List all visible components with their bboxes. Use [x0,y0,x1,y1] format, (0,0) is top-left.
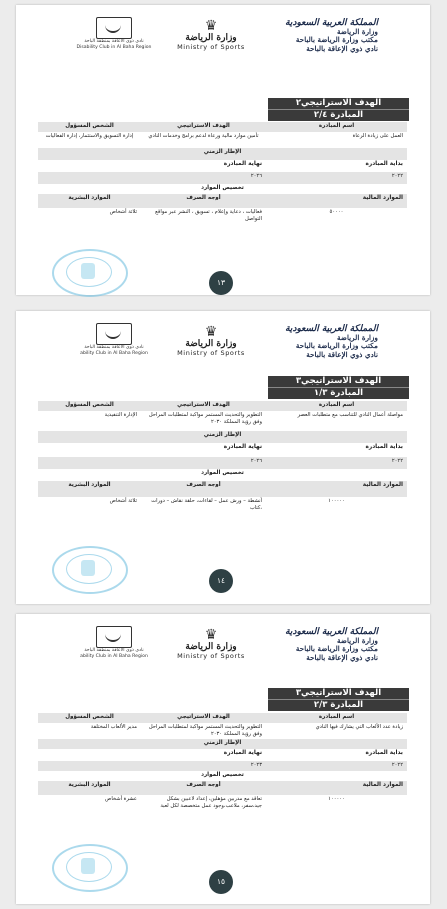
human-label: الموارد البشرية [68,482,111,488]
human-value: ثلاثة أشخاص [109,209,137,215]
human-label: الموارد البشرية [68,782,111,788]
end-value: ٢٠٢٣ [250,762,262,768]
financial-label: الموارد المالية [362,195,403,201]
kingdom-name: المملكة العربية السعودية [285,18,378,28]
letterhead [16,614,430,674]
goal-title: الهدف الاستراتيجي٢ [268,98,409,110]
table-row [38,208,407,228]
timeframe-label: الإطار الزمني [203,432,242,438]
club-line: نادي ذوي الإعاقة بالباحة [306,43,378,53]
resources-label: تخصيص الموارد [201,772,244,778]
official-stamp [52,249,128,297]
spending-value: فعاليات ، دعاية وإعلام ، تسويق ، النشر عبر مواقع التواصل [155,209,262,222]
col-initiative-name: اسم المبادرة [318,123,355,129]
spending-label: أوجه الصرف [186,482,221,488]
responsible-value: إدارة التسويق والاستثمار، إدارة الفعاليات [45,133,134,139]
emblem-icon: ♛ [204,18,218,34]
club-logo [70,17,158,50]
letterhead-arabic-title [258,628,378,662]
club-logo [70,323,158,356]
document-page-3 [16,614,430,904]
table-row [38,411,407,431]
start-value: ٢٠٢٢ [391,458,403,464]
timeframe-label: الإطار الزمني [203,149,242,155]
document-page-1 [16,5,430,295]
club-line: نادي ذوي الإعاقة بالباحة [306,652,378,662]
ministry-arabic: وزارة الرياضة [185,339,237,349]
end-value: ٢٠٢٦ [250,458,262,464]
col-responsible: الشخص المسؤول [65,123,114,129]
ministry-logo [166,19,256,51]
official-stamp [52,844,128,892]
responsible-value: مدير الألعاب المختلفة [90,724,137,730]
goal-value: التطوير والتحديث المستمر مواكبة لمتطلبات المراحل وفق رؤية المملكة ٢٠٣٠ [148,724,262,737]
human-label: الموارد البشرية [68,195,111,201]
goal-value: التطوير والتحديث المستمر مواكبة لمتطلبات المراحل وفق رؤية المملكة ٢٠٣٠ [148,412,262,425]
table-header-row [38,122,407,132]
goal-header-bar [268,688,409,711]
spending-value: أنشطة – ورش عمل – لقاءات، حلقة نقاش – دورات ،كتاب [151,498,262,511]
end-label: نهاية المبادرة [223,444,262,450]
col-responsible: الشخص المسؤول [65,402,114,408]
page-number: ١٥ [209,870,233,894]
table-row [38,723,407,739]
timeframe-row [38,431,407,443]
club-logo-english: Disability Club in Al Baha Region [76,44,152,50]
financial-label: الموارد المالية [362,782,403,788]
ministry-english: Ministry of Sports [177,652,245,660]
official-stamp [52,546,128,594]
spending-value: تعاقد مع مدربين مؤهلين، إعداد لاعبين بشكل جيد،سفر، ملاعب،وجود عمل متخصصة لكل لعبة [160,796,262,809]
spending-label: أوجه الصرف [186,782,221,788]
emblem-icon: ♛ [204,627,218,643]
col-initiative-name: اسم المبادرة [318,714,355,720]
table-row [38,795,407,815]
initiative-table [38,401,407,517]
page-number: ١٤ [209,569,233,593]
table-header-row [38,713,407,723]
resources-row [38,184,407,194]
club-logo [70,626,158,659]
resources-label: تخصيص الموارد [201,470,244,476]
ministry-logo [166,628,256,660]
ministry-logo [166,325,256,357]
table-row [38,132,407,148]
col-initiative-name: اسم المبادرة [318,402,355,408]
goal-header-bar [268,98,409,121]
financial-value: ٥٠٠٠٠ [329,209,344,215]
ministry-english: Ministry of Sports [177,349,245,357]
start-label: بداية المبادرة [365,161,403,167]
col-strategic-goal: الهدف الاستراتيجي [177,402,230,408]
initiative-table [38,122,407,228]
kingdom-name: المملكة العربية السعودية [285,627,378,637]
ministry-line: وزارة الرياضة [337,635,378,645]
financial-value: ١٠٠٠٠٠ [328,498,345,504]
resources-row [38,469,407,481]
initiative-value: مواصلة أعمال النادي للتناسب مع متطلبات العصر [297,412,403,418]
goal-value: تأمين موارد مالية ورعاة لدعم برامج وخدمات النادي [148,133,259,139]
end-label: نهاية المبادرة [223,750,262,756]
spending-label: أوجه الصرف [186,195,221,201]
club-logo-arabic: نادي ذوي الاعاقة بمنطقة الباحة [84,39,144,44]
initiative-value: زيادة عدد الألعاب التي يشارك فيها النادي [315,724,403,730]
start-value: ٢٠٢٢ [391,173,403,179]
ministry-line: وزارة الرياضة [337,26,378,36]
ministry-line: وزارة الرياضة [337,332,378,342]
table-header-row [38,401,407,411]
club-logo-english: ability Club in Al Baha Region [80,350,148,356]
initiative-number: المبادرة ٢/٤ [313,110,364,120]
timeframe-row [38,148,407,160]
club-badge-icon [96,323,132,345]
letterhead-arabic-title [258,19,378,53]
table-row [38,194,407,208]
letterhead-arabic-title [258,325,378,359]
resources-row [38,771,407,781]
initiative-number: المبادرة ٢/٣ [313,700,364,710]
responsible-value: الإدارة التنفيذية [104,412,137,418]
ministry-arabic: وزارة الرياضة [185,642,237,652]
document-page-2 [16,311,430,604]
ministry-english: Ministry of Sports [177,43,245,51]
goal-title: الهدف الاستراتيجي٣ [268,376,409,388]
start-label: بداية المبادرة [365,750,403,756]
col-responsible: الشخص المسؤول [65,714,114,720]
table-row [38,481,407,497]
table-row [38,497,407,517]
emblem-icon: ♛ [204,324,218,340]
initiative-value: العمل على زيادة الرعاة [352,133,403,139]
table-row [38,781,407,795]
start-value: ٢٠٢٢ [391,762,403,768]
table-row [38,172,407,184]
human-value: ثلاثة أشخاص [109,498,137,504]
timeframe-label: الإطار الزمني [203,740,242,746]
table-row [38,443,407,457]
club-logo-english: ability Club in Al Baha Region [80,653,148,659]
kingdom-name: المملكة العربية السعودية [285,324,378,334]
human-value: عشرة أشخاص [105,796,137,802]
resources-label: تخصيص الموارد [201,185,244,191]
financial-value: ١٠٠٠٠٠ [328,796,345,802]
end-label: نهاية المبادرة [223,161,262,167]
club-logo-arabic: نادي ذوي الاعاقة بمنطقة الباحة [84,345,144,350]
page-number: ١٣ [209,271,233,295]
club-badge-icon [96,626,132,648]
letterhead [16,5,430,65]
table-row [38,761,407,771]
letterhead [16,311,430,371]
table-row [38,160,407,172]
initiative-table [38,713,407,815]
club-logo-arabic: نادي ذوي الاعاقة بمنطقة الباحة [84,648,144,653]
start-label: بداية المبادرة [365,444,403,450]
club-badge-icon [96,17,132,39]
financial-label: الموارد المالية [362,482,403,488]
goal-header-bar [268,376,409,399]
col-strategic-goal: الهدف الاستراتيجي [177,714,230,720]
col-strategic-goal: الهدف الاستراتيجي [177,123,230,129]
office-line: مكتب وزارة الرياضة بالباحة [295,35,378,44]
goal-title: الهدف الاستراتيجي٣ [268,688,409,700]
initiative-number: المبادرة ١/٣ [313,388,364,398]
club-line: نادي ذوي الإعاقة بالباحة [306,349,378,359]
ministry-arabic: وزارة الرياضة [185,33,237,43]
table-row [38,457,407,469]
office-line: مكتب وزارة الرياضة بالباحة [295,644,378,653]
end-value: ٢٠٢٦ [250,173,262,179]
office-line: مكتب وزارة الرياضة بالباحة [295,341,378,350]
timeframe-row [38,739,407,749]
table-row [38,749,407,761]
